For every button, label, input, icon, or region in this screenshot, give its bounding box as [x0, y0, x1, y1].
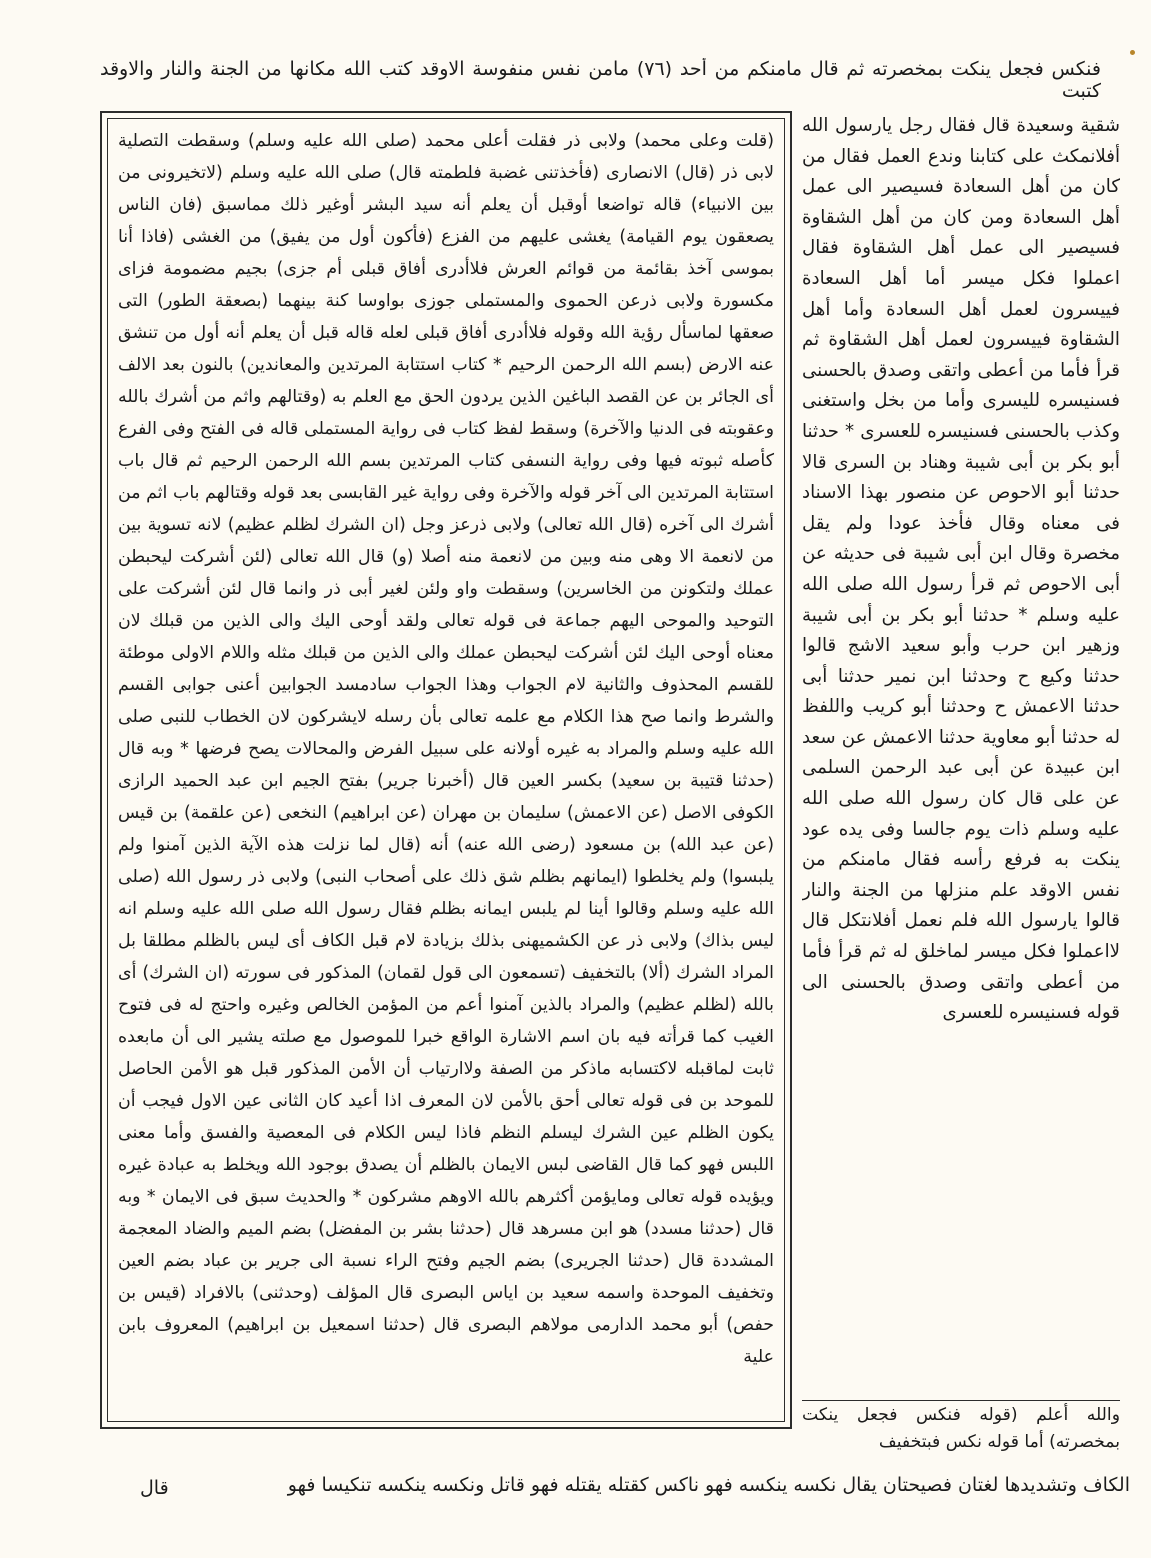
side-note-text: والله أعلم (قوله فنكس فجعل ينكت بمخصرته) أما قوله نكس فبتخفيف [802, 1405, 1120, 1452]
side-column [802, 111, 1120, 1401]
commentary-frame [100, 111, 792, 1429]
catchword: قال [140, 1477, 169, 1499]
corner-mark [1130, 50, 1135, 55]
header-text: فنكس فجعل ينكت بمخصرته ثم قال مامنكم من أحد (٧٦) مامن نفس منفوسة الاوقد كتب الله مكانها من الجنة والنار والاوقد كتبت [100, 58, 1101, 102]
side-column-text: شقية وسعيدة قال فقال رجل يارسول الله أفلانمكث على كتابنا وندع العمل فقال من كان من أهل السعادة فسيصير الى عمل أهل السعادة ومن كان من أهل الشقاوة فسيصير الى عمل أهل الشقاوة فقال اعملوا فكل ميسر أما أهل السعادة فييسرون لعمل أهل السعادة وأما أهل الشقاوة فييسرون لعمل أهل الشقاوة ثم قرأ فأما من أعطى واتقى وصدق بالحسنى فسنيسره لليسرى وأما من بخل واستغنى وكذب بالحسنى فسنيسره للعسرى * حدثنا أبو بكر بن أبى شيبة وهناد بن السرى قالا حدثنا أبو الاحوص عن منصور بهذا الاسناد فى معناه وقال فأخذ عودا ولم يقل مخصرة وقال ابن أبى شيبة فى حديثه عن أبى الاحوص ثم قرأ رسول الله صلى الله عليه وسلم * حدثنا أبو بكر بن أبى شيبة وزهير ابن حرب وأبو سعيد الاشج قالوا حدثنا وكيع ح وحدثنا ابن نمير حدثنا أبى حدثنا الاعمش ح وحدثنا أبو كريب واللفظ له حدثنا أبو معاوية حدثنا الاعمش عن سعد ابن عبيدة عن أبى عبد الرحمن السلمى عن على قال كان رسول الله صلى الله عليه وسلم ذات يوم جالسا وفى يده عود ينكت به فرفع رأسه فقال مامنكم من نفس الاوقد علم منزلها من الجنة والنار قالوا يارسول الله فلم نعمل أفلانتكل قال لااعملوا فكل ميسر لماخلق له ثم قرأ فأما من أعطى واتقى وصدق بالحسنى الى قوله فسنيسره للعسرى [802, 115, 1120, 1024]
side-divider [802, 1400, 1120, 1401]
commentary-frame-inner [107, 118, 785, 1422]
commentary-text: (قلت وعلى محمد) ولابى ذر فقلت أعلى محمد (صلى الله عليه وسلم) وسقطت التصلية لابى ذر (قال) الانصارى (فأخذتنى غضبة فلطمته قال) صلى الله عليه وسلم (لاتخيرونى من بين الانبياء) قاله تواضعا أوقبل أن يعلم أنه سيد البشر أوغير ذلك مماسبق (فان الناس يصعقون يوم القيامة) يغشى عليهم من الفزع (فأكون أول من يفيق) من الغشى (فاذا أنا بموسى آخذ بقائمة من قوائم العرش فلاأدرى أفاق قبلى أم جزى) بجيم مضمومة فزاى مكسورة ولابى ذرعن الحموى والمستملى جوزى بواوسا كنة بينهما (بصعقة الطور) التى صعقها لماسأل رؤية الله وقوله فلاأدرى أفاق قبلى لعله قاله قبل أن يعلم أنه أول من تنشق عنه الارض (بسم الله الرحمن الرحيم * كتاب استتابة المرتدين والمعاندين) بالنون بعد الالف أى الجائر بن عن القصد الباغين الذين يردون الحق مع العلم به (وقتالهم واثم من أشرك بالله وعقوبته فى الدنيا والآخرة) وسقط لفظ كتاب فى رواية المستملى قاله فى الفتح وفى الفرع كأصله ثبوته فيها وفى رواية النسفى كتاب المرتدين بسم الله الرحمن الرحيم ثم قال باب استتابة المرتدين الى آخر قوله والآخرة وفى رواية غير القابسى بعد قوله وقتالهم باب اثم من أشرك الى آخره (قال الله تعالى) ولابى ذرعز وجل (ان الشرك لظلم عظيم) لانه تسوية بين من لانعمة الا وهى منه وبين من لانعمة منه أصلا (و) قال الله تعالى (لئن أشركت ليحبطن عملك ولتكونن من الخاسرين) وسقطت واو ولئن لغير أبى ذر وانما قال لئن أشركت على التوحيد والموحى اليهم جماعة فى قوله تعالى ولقد أوحى اليك والى الذين من قبلك لان معناه أوحى اليك لئن أشركت ليحبطن عملك والى الذين من قبلك مثله واللام الاولى موطئة للقسم المحذوف والثانية لام الجواب وهذا الجواب سادمسد الجوابين أعنى جوابى القسم والشرط وانما صح هذا الكلام مع علمه تعالى بأن رسله لايشركون لان الخطاب للنبى صلى الله عليه وسلم والمراد به غيره أولانه على سبيل الفرض والمحالات يصح فرضها * وبه قال (حدثنا قتيبة بن سعيد) بكسر العين قال (أخبرنا جرير) بفتح الجيم ابن عبد الحميد الرازى الكوفى الاصل (عن الاعمش) سليمان بن مهران (عن ابراهيم) النخعى (عن علقمة) بن قيس (عن عبد الله) بن مسعود (رضى الله عنه) أنه (قال لما نزلت هذه الآية الذين آمنوا ولم يلبسوا) ولم يخلطوا (ايمانهم بظلم شق ذلك على أصحاب النبى) ولابى ذر رسول الله (صلى الله عليه وسلم وقالوا أينا لم يلبس ايمانه بظلم فقال رسول الله صلى الله عليه وسلم انه ليس بذاك) ولابى ذر عن الكشميهنى بذلك بزيادة لام قبل الكاف أى ليس بالظلم مطلقا بل المراد الشرك (ألا) بالتخفيف (تسمعون الى قول لقمان) المذكور فى سورته (ان الشرك) أى بالله (لظلم عظيم) والمراد بالذين آمنوا أعم من المؤمن الخالص وغيره واحتج له فى فتوح الغيب كما قرأته فيه بان اسم الاشارة الواقع خبرا للموصول مع صلته يشير الى أن مابعده ثابت لماقبله لاكتسابه ماذكر من الصفة ولاارتياب أن الأمن المذكور قبل هو الأمن الحاصل للموحد بن فى قوله تعالى أحق بالأمن لان المعرف اذا أعيد كان الثانى عين الاول فيجب أن يكون الظلم عين الشرك ليسلم النظم فاذا ليس الكلام فى المعصية والفسق وأما معنى اللبس فهو كما قال القاضى لبس الايمان بالظلم أن يصدق بوجود الله ويخلط به عبادة غيره ويؤيده قوله تعالى ومايؤمن أكثرهم بالله الاوهم مشركون * والحديث سبق فى الايمان * وبه قال (حدثنا مسدد) هو ابن مسرهد قال (حدثنا بشر بن المفضل) بضم الميم والضاد المعجمة المشددة قال (حدثنا الجريرى) بضم الجيم وفتح الراء نسبة الى جرير بن عباد بضم العين وتخفيف الموحدة واسمه سعيد بن اياس البصرى قال المؤلف (وحدثنى) بالافراد (قيس بن حفص) أبو محمد الدارمى مولاهم البصرى قال (حدثنا اسمعيل بن ابراهيم) المعروف بابن علية [118, 131, 774, 1367]
footer-text: الكاف وتشديدها لغتان فصيحتان يقال نكسه ينكسه فهو ناكس كقتله يقتله فهو قاتل ونكسه ينكسه تنكيسا فهو [287, 1474, 1130, 1496]
